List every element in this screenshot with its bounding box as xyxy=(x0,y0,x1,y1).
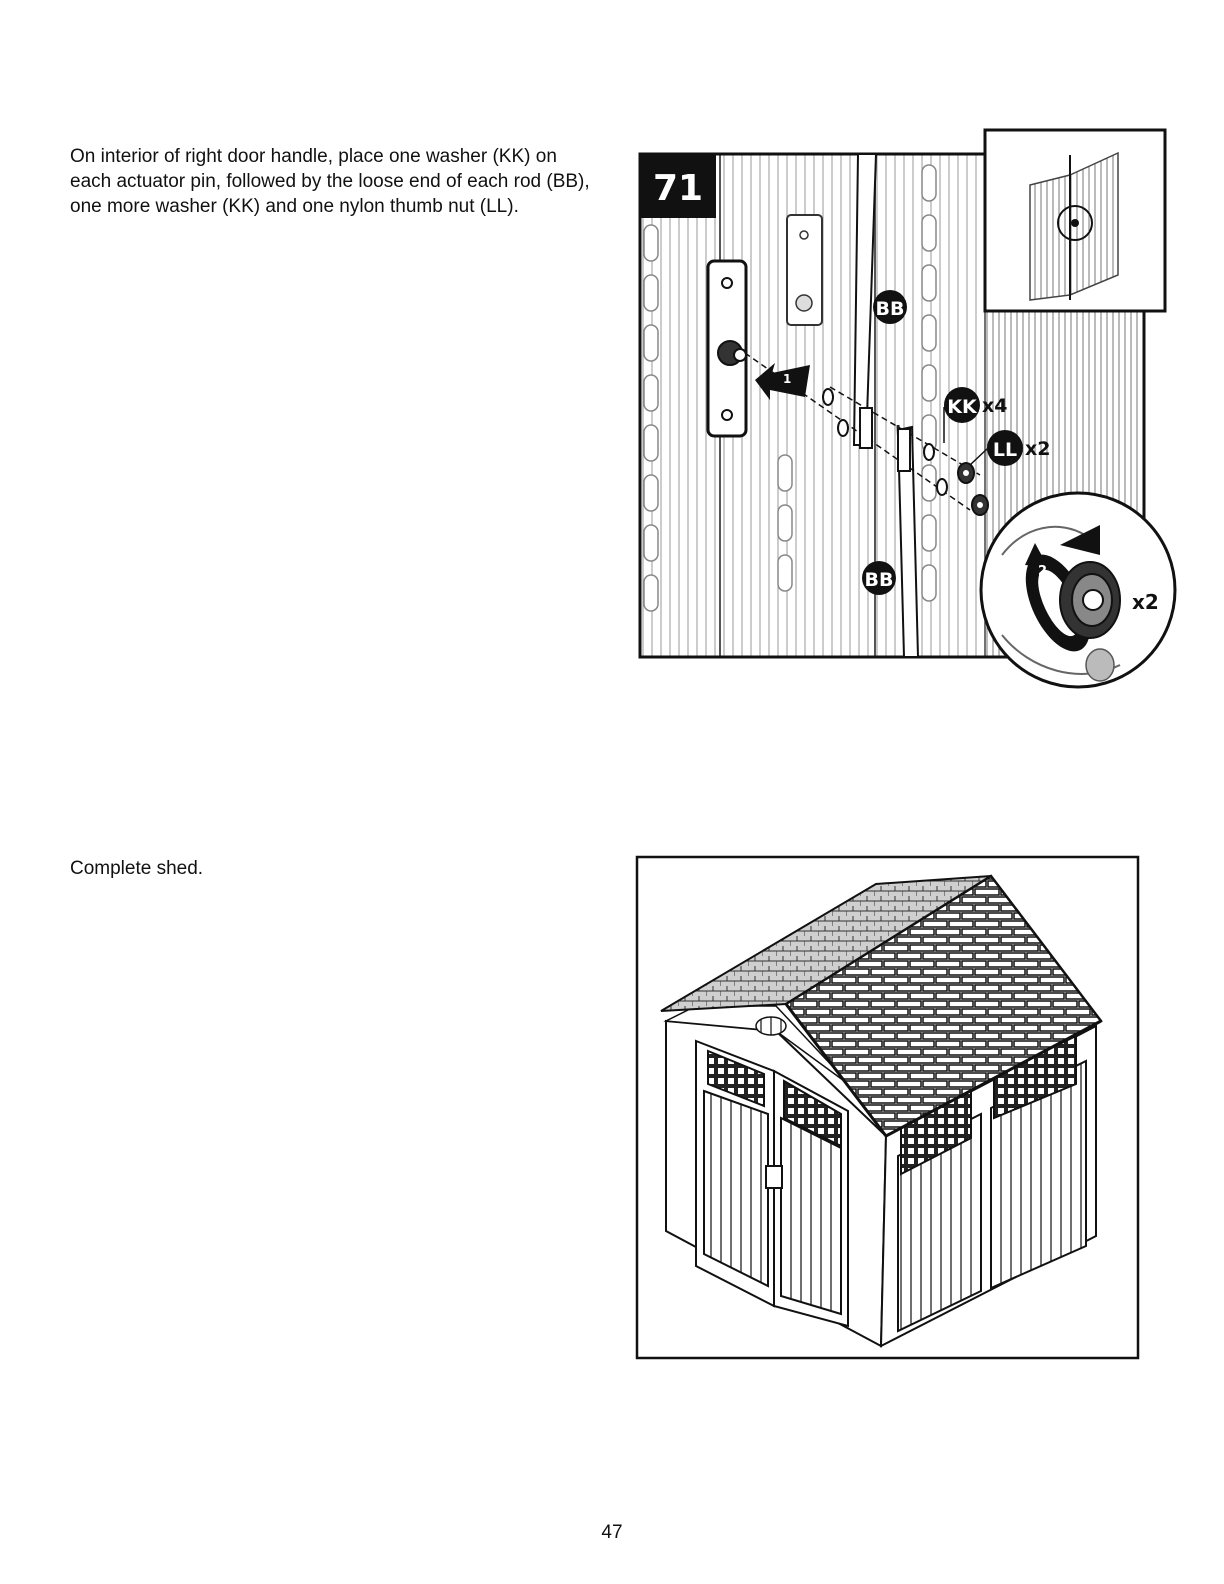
detail-qty: x2 xyxy=(1132,590,1159,614)
thumb-nut-detail xyxy=(981,493,1175,687)
callout-kk: KK xyxy=(947,396,977,418)
step-number: 71 xyxy=(652,168,704,209)
door-handle xyxy=(708,261,746,436)
callout-bb-lower: BB xyxy=(864,569,894,591)
complete-shed-illustration xyxy=(636,856,1139,1359)
arrow-step-number: 1 xyxy=(783,372,792,386)
callout-bb-upper: BB xyxy=(875,298,905,320)
locator-inset xyxy=(985,130,1165,311)
step-71-illustration xyxy=(630,125,1190,695)
door-handle-icon xyxy=(766,1166,782,1188)
page-number: 47 xyxy=(601,1522,623,1543)
final-step-instruction: Complete shed. xyxy=(70,858,204,879)
callout-ll: LL xyxy=(992,439,1018,461)
rotate-step-number: 2 xyxy=(1038,564,1048,579)
step-71-instruction: On interior of right door handle, place one washer (KK) on each actuator pin, followed by the loose end of each rod (BB), one more washer (KK) and one nylon thumb nut (LL). xyxy=(70,146,590,217)
callout-kk-qty: x4 xyxy=(982,395,1008,417)
callout-ll-qty: x2 xyxy=(1025,438,1051,460)
